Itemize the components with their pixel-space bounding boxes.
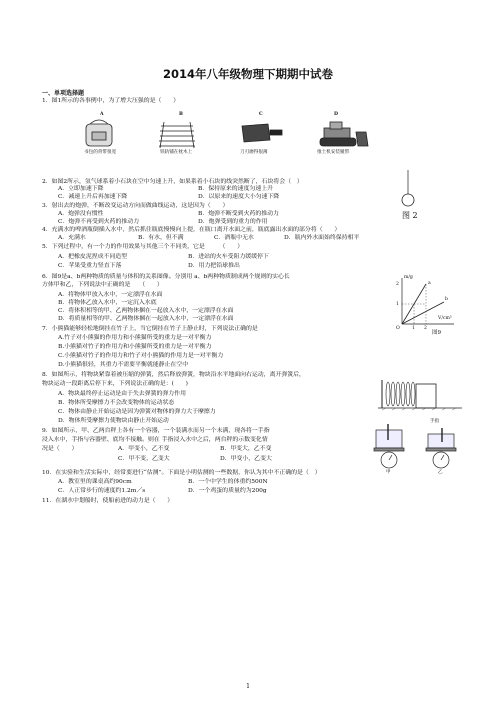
q2-option-c: C．减速上升后再加速下降 <box>58 194 128 200</box>
spring-coils <box>386 382 415 406</box>
question-9-line-1: 9．如图所示，甲、乙两台秤上各有一个容器，一个装满水而另一个未满，现各将一手指 <box>42 428 270 434</box>
graph-origin: O <box>396 326 400 331</box>
question-11: 11．在湖水中划船时，使船前进的动力是（ ） <box>42 498 174 504</box>
q3-option-d: D．炮弹受到的重力的作用 <box>198 219 268 225</box>
question-6-line-2: 方体甲和乙，下列说法中正确的是 （ ） <box>42 282 163 288</box>
q7-option-d: D.小熊猫很轻，其重力不需要平衡就能静止在空中 <box>58 362 189 368</box>
q3-option-a: A．炮弹没有惯性 <box>58 211 104 217</box>
q3-option-c: C．炮弹不再受到火药的推动力 <box>58 219 140 225</box>
graph-ytick-2: 2 <box>396 282 399 287</box>
figure-1 <box>72 112 372 162</box>
q7-option-a: A.竹子对小熊猫的作用力和小熊猫所受的重力是一对平衡力 <box>58 335 212 341</box>
q10-option-d: D．一个鸡蛋的质量约为200g <box>188 488 267 494</box>
scale-left-label: 甲 <box>386 470 391 475</box>
q9-option-b: B．甲变大，乙不变 <box>220 446 272 452</box>
finger-label: 手指 <box>430 419 440 424</box>
question-2: 2．如图2所示，氢气球系着小石块在空中匀速上升，如果系着小石块的线突然断了，石块将会（ ） <box>42 179 303 185</box>
q8-option-b: B．物体所受摩擦力不会改变物体的运动状态 <box>58 400 175 406</box>
question-5: 5．下列过程中，有一个力的作用效果与其他三个不同类，它是 （ ） <box>42 244 244 250</box>
q8-option-d: D．物体所受摩擦力使物块由静止开始运动 <box>58 418 169 424</box>
q10-option-b: B．一个中学生的体重约500N <box>188 479 268 485</box>
question-10: 10．在实验和生活实际中，经常要进行“估测”。下面是小明估测的一些数据，你认为其中不正确的是（ ） <box>42 470 321 476</box>
q9-option-d: D．甲变小，乙变大 <box>220 456 272 462</box>
q8-option-a: A．物块最终停止运动是由于失去弹簧的弹力作用 <box>58 391 186 397</box>
knife-icon <box>242 124 282 142</box>
question-3: 3．射出去的炮弹，不断改变运动方向而做曲线运动，这是因为（ ） <box>42 203 229 209</box>
balloon-figure <box>396 170 420 210</box>
backpack-icon <box>86 120 112 146</box>
pressure-examples-drawing <box>72 118 372 162</box>
question-4: 4．充满水的啤酒瓶倒插入水中，然后抓住瓶底慢慢向上提，在瓶口离开水面之前，瓶底露出水面的部分将（ ） <box>42 227 341 233</box>
spring-block-figure <box>378 372 462 412</box>
q6-option-a: A．将物体甲放入水中，一定漂浮在水面 <box>58 292 163 298</box>
graph-xlabel: V/cm³ <box>438 316 452 321</box>
scale-right-label: 乙 <box>438 470 443 475</box>
graph-ytick-1: 1 <box>396 302 399 307</box>
graph-xtick-1: 1 <box>412 326 415 331</box>
question-9-line-2: 浸入水中，手指与容器壁、底均不接触。则在 手指浸入水中之后，两台秤的示数变化情 <box>42 437 268 443</box>
q9-option-c: C．甲不变，乙变大 <box>118 456 170 462</box>
caption-c: 刀刃磨得很薄 <box>240 150 268 155</box>
figure-9-graph <box>392 276 458 338</box>
q2-option-b: B．保持原来的速度匀速上升 <box>198 186 274 192</box>
figure-2-label: 图 2 <box>402 211 418 220</box>
line-a-label: a <box>428 281 431 286</box>
q5-option-b: B．进站的火车受阻力缓缓停下 <box>188 254 269 260</box>
scales-figure <box>368 419 468 476</box>
scales-drawing <box>368 424 468 470</box>
q4-option-a: A．充满水 <box>58 235 86 241</box>
section-heading: 一、单项选择题 <box>42 90 85 97</box>
option-letter-a: A <box>100 112 104 117</box>
q5-option-d: D．用力把铅球推出 <box>188 263 240 269</box>
figure-9-caption: 图9 <box>432 330 441 336</box>
option-letter-b: B <box>179 112 183 117</box>
railway-icon <box>159 122 195 148</box>
q6-option-d: D．将质量相等的甲、乙两物体捆在一起放入水中，一定漂浮在水面 <box>58 316 234 322</box>
question-6-line-1: 6．图9是a、b两种物质的质量与体积的关系图像。分别用 a、b两种物质制成两个规则的实心长 <box>42 274 290 280</box>
q7-option-c: C.小熊猫对竹子的作用力和竹子对小熊猫的作用力是一对平衡力 <box>58 353 224 359</box>
q4-option-c: C．酒瓶中无水 <box>214 235 254 241</box>
page-title: 2014年八年级物理下期期中试卷 <box>162 67 333 81</box>
question-7: 7．小熊猫能够轻松地倒挂在竹子上，当它倒挂在竹子上静止时，下列说法正确的是 <box>42 326 258 332</box>
option-letter-c: C <box>259 112 263 117</box>
q3-option-b: B．炮弹不断受到火药的推动力 <box>198 211 279 217</box>
question-8-line-1: 8．如图所示，将物块紧靠着被压缩的弹簧，然后释放弹簧，物块沿水平地面向右运动，离开弹簧后， <box>42 372 305 378</box>
q10-option-a: A．教室里的课桌高约90cm <box>58 479 132 485</box>
graph-ylabel: m/g <box>404 275 413 280</box>
q2-option-d: D．以原来的速度大小匀速下降 <box>198 194 280 200</box>
q5-option-c: C．苹果受重力竖直下落 <box>58 263 122 269</box>
q6-option-b: B．将物体乙放入水中，一定沉入水底 <box>58 300 157 306</box>
caption-d: 推土机安装履带 <box>317 150 350 155</box>
q6-option-c: C．将体积相等的甲、乙两物体捆在一起放入水中，一定漂浮在水面 <box>58 308 234 314</box>
caption-a: 书包的背带很宽 <box>84 150 117 155</box>
q7-option-b: B.小熊猫对竹子的作用力和小熊猫所受的重力是一对平衡力 <box>58 344 212 350</box>
q5-option-a: A．把橡皮泥捏成不同造型 <box>58 254 128 260</box>
line-b-label: b <box>445 297 448 302</box>
q4-option-d: D．瓶内外水面始终保持相平 <box>284 235 360 241</box>
q2-option-a: A．立即加速下降 <box>58 186 104 192</box>
question-8-line-2: 物块运动一段距离后停下来，下列说法正确的是：( ) <box>42 381 188 387</box>
question-1: 1．图1所示的各事例中，为了增大压强的是（ ） <box>42 98 180 104</box>
bulldozer-icon <box>320 122 368 146</box>
page-number: 1 <box>246 683 250 690</box>
caption-b: 铁轨铺在枕木上 <box>160 150 193 155</box>
question-9-line-3: 况是（ ） <box>42 446 78 452</box>
q8-option-c: C．物体由静止开始运动是因为弹簧对物体的弹力大于摩擦力 <box>58 409 216 415</box>
q4-option-b: B．有水，但不满 <box>138 235 184 241</box>
option-letter-d: D <box>334 112 338 117</box>
q10-option-c: C．人正常步行的速度约1.2m／s <box>58 488 146 494</box>
q9-option-a: A．甲变小，乙不变 <box>118 446 170 452</box>
graph-xtick-2: 2 <box>424 326 427 331</box>
